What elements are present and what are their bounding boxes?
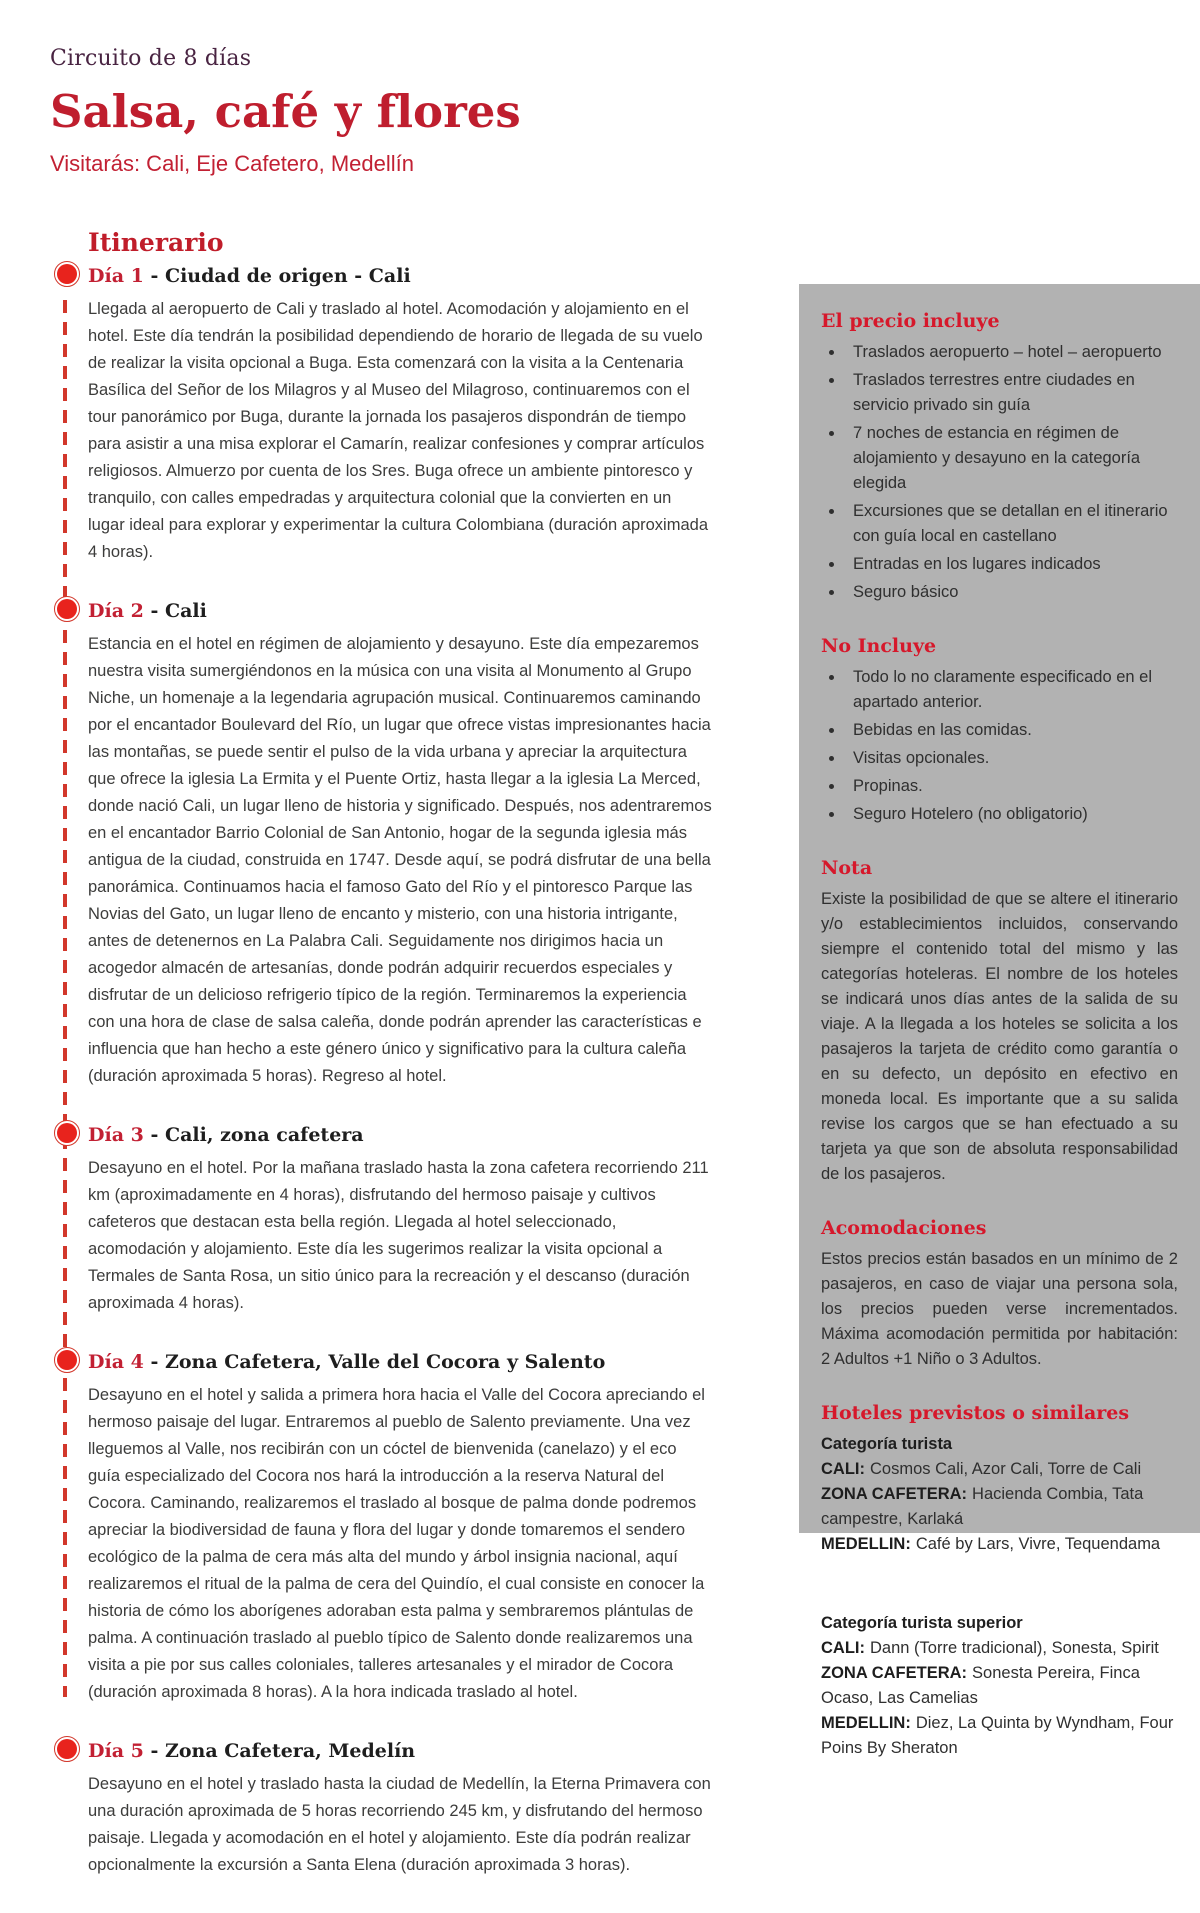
list-item: • Excursiones que se detallan en el itinerario con guía local en castellano xyxy=(845,499,1178,549)
day-5-section xyxy=(88,1740,712,1879)
timeline-dashed-line xyxy=(63,300,67,1697)
hotel-names: Sonesta Pereira, Finca Ocaso, Las Camelias xyxy=(821,1664,1140,1707)
day-marker-icon xyxy=(54,261,80,287)
hotel-names: Hacienda Combia, Tata campestre, Karlaká xyxy=(821,1485,1144,1528)
day-marker-dot-icon xyxy=(57,264,77,284)
list-item: • Visitas opcionales. xyxy=(845,746,1178,771)
page-subtitle: Visitarás: Cali, Eje Cafetero, Medellín xyxy=(50,150,414,176)
day-2-description: Estancia en el hotel en régimen de alojamiento y desayuno. Este día empezaremos nuestra visita sumergiéndonos en la música con una visita al Monumento al Grupo Niche, un homenaje a la legendaria agrupación musical. Continuaremos caminando por el encantador Boulevard del Río, un lugar que ofrece vistas impresionantes hacia las montañas, se puede sentir el pulso de la vida urbana y apreciar la arquitectura que ofrece la iglesia La Ermita y el Puente Ortiz, hasta llegar a la iglesia La Merced, donde nació Cali, un lugar lleno de historia y significado. Después, nos adentraremos en el encantador Barrio Colonial de San Antonio, hogar de la segunda iglesia más antigua de la ciudad, construida en 1747. Desde aquí, se podrá disfrutar de una bella panorámica. Continuamos hacia el famoso Gato del Río y el pintoresco Parque las Novias del Gato, un lugar lleno de encanto y misterio, con una historia intrigante, antes de detenernos en La Palabra Cali. Seguidamente nos dirigimos hacia un acogedor almacén de artesanías, donde podrán adquirir recuerdos especiales y disfrutar de un delicioso refrigerio típico de la región. Terminaremos la experiencia con una hora de clase de salsa caleña, donde podrán aprender las características e influencia que han hecho a este género único y significativo para la cultura caleña (duración aproximada 5 horas). Regreso al hotel. xyxy=(88,635,712,1085)
day-label: Día 1 xyxy=(88,265,144,287)
hotels-category-title: Categoría turista superior xyxy=(821,1614,1023,1632)
itinerary-column xyxy=(88,228,712,1913)
hotel-city-label: CALI: xyxy=(821,1639,865,1657)
hotels-section xyxy=(821,1402,1178,1761)
page-header xyxy=(0,0,1200,177)
hotel-row xyxy=(821,1457,1178,1482)
hotel-city-label: ZONA CAFETERA: xyxy=(821,1485,968,1503)
list-item: • Seguro básico xyxy=(845,580,1178,605)
list-item: • Entradas en los lugares indicados xyxy=(845,552,1178,577)
day-marker-dot-icon xyxy=(57,599,77,619)
day-title: - Cali, zona cafetera xyxy=(150,1124,364,1146)
hotel-row xyxy=(821,1711,1178,1761)
hotels-category-tourist xyxy=(821,1432,1178,1557)
day-5-description: Desayuno en el hotel y traslado hasta la ciudad de Medellín, la Eterna Primavera con una duración aproximada de 5 horas recorriendo 245 km, y disfrutando del hermoso paisaje. Llegada y acomodación en el hotel y alojamiento. Este día podrán realizar opcionalmente la excursión a Santa Elena (duración aproximada 3 horas). xyxy=(88,1775,711,1874)
hotel-names: Cosmos Cali, Azor Cali, Torre de Cali xyxy=(870,1460,1142,1478)
day-1-section xyxy=(88,265,712,566)
hotel-row xyxy=(821,1661,1178,1711)
itinerary-heading: Itinerario xyxy=(88,228,224,257)
day-marker-dot-icon xyxy=(57,1739,77,1759)
day-label: Día 3 xyxy=(88,1124,144,1146)
day-2-heading xyxy=(88,600,712,622)
hotel-city-label: CALI: xyxy=(821,1460,865,1478)
note-section xyxy=(821,857,1178,1187)
accommodations-heading: Acomodaciones xyxy=(821,1217,987,1239)
day-2-section xyxy=(88,600,712,1090)
day-marker-icon xyxy=(54,1736,80,1762)
accommodations-body: Estos precios están basados en un mínimo de 2 pasajeros, en caso de viajar una persona sola, los precios pueden verse incrementados. Máxima acomodación permitida por habitación: 2 Adultos +1 Niño o 3 Adultos. xyxy=(821,1250,1178,1368)
list-item: • 7 noches de estancia en régimen de alojamiento y desayuno en la categoría elegida xyxy=(845,421,1178,496)
day-label: Día 2 xyxy=(88,600,144,622)
note-body: Existe la posibilidad de que se altere el itinerario y/o establecimientos incluidos, conservando siempre el contenido total del mismo y las categorías hoteleras. El nombre de los hoteles se indicará unos días antes de la salida de su viaje. A la llegada a los hoteles se solicita a los pasajeros la tarjeta de crédito como garantía o en su defecto, un depósito en efectivo en moneda local. Es importante que a su salida revise los cargos que se han efectuado a su tarjeta ya que son de absoluta responsabilidad de los pasajeros. xyxy=(821,890,1178,1183)
day-4-section xyxy=(88,1351,712,1706)
day-title: - Zona Cafetera, Medelín xyxy=(150,1740,416,1762)
list-item: • Seguro Hotelero (no obligatorio) xyxy=(845,802,1178,827)
list-item: • Bebidas en las comidas. xyxy=(845,718,1178,743)
not-included-section xyxy=(821,635,1178,827)
list-item: • Todo lo no claramente especificado en el apartado anterior. xyxy=(845,665,1178,715)
info-sidebar xyxy=(799,284,1200,1757)
hotels-category-tourist-superior xyxy=(821,1611,1178,1761)
accommodations-section xyxy=(821,1217,1178,1372)
day-4-heading xyxy=(88,1351,712,1373)
price-includes-section xyxy=(821,310,1178,605)
trip-duration-kicker: Circuito de 8 días xyxy=(50,46,252,71)
hotel-names: Dann (Torre tradicional), Sonesta, Spirit xyxy=(870,1639,1159,1657)
list-item: • Propinas. xyxy=(845,774,1178,799)
not-included-list xyxy=(845,665,1178,827)
hotel-row xyxy=(821,1532,1178,1557)
day-marker-icon xyxy=(54,1347,80,1373)
not-included-heading: No Incluye xyxy=(821,635,937,657)
list-item: • Traslados aeropuerto – hotel – aeropuerto xyxy=(845,340,1178,365)
hotels-category-title: Categoría turista xyxy=(821,1435,953,1453)
day-marker-dot-icon xyxy=(57,1350,77,1370)
day-3-heading xyxy=(88,1124,712,1146)
day-label: Día 5 xyxy=(88,1740,144,1762)
day-3-description: Desayuno en el hotel. Por la mañana traslado hasta la zona cafetera recorriendo 211 km (aproximadamente en 4 horas), disfrutando del hermoso paisaje y cultivos cafeteros que destacan esta bella región. Llegada al hotel seleccionado, acomodación y alojamiento. Este día les sugerimos realizar la visita opcional a Termales de Santa Rosa, un sitio único para la recreación y el descanso (duración aproximada 4 horas). xyxy=(88,1159,709,1312)
hotel-city-label: ZONA CAFETERA: xyxy=(821,1664,968,1682)
day-marker-icon xyxy=(54,596,80,622)
hotels-heading: Hoteles previstos o similares xyxy=(821,1402,1130,1424)
day-label: Día 4 xyxy=(88,1351,144,1373)
day-1-heading xyxy=(88,265,712,287)
list-item: • Traslados terrestres entre ciudades en servicio privado sin guía xyxy=(845,368,1178,418)
hotel-city-label: MEDELLIN: xyxy=(821,1535,911,1553)
page-title: Salsa, café y flores xyxy=(50,85,521,138)
price-includes-heading: El precio incluye xyxy=(821,310,1000,332)
day-title: - Zona Cafetera, Valle del Cocora y Salento xyxy=(150,1351,606,1373)
hotel-row xyxy=(821,1636,1178,1661)
day-1-description: Llegada al aeropuerto de Cali y traslado al hotel. Acomodación y alojamiento en el hotel. Este día tendrán la posibilidad dependiendo de horario de llegada de su vuelo de realizar la visita opcional a Buga. Esta comenzará con la visita a la Centenaria Basílica del Señor de los Milagros y al Museo del Milagroso, continuaremos con el tour panorámico por Buga, durante la jornada los pasajeros dispondrán de tiempo para asistir a una misa explorar el Camarín, realizar confesiones y comprar artículos religiosos. Almuerzo por cuenta de los Sres. Buga ofrece un ambiente pintoresco y tranquilo, con calles empedradas y arquitectura colonial que la convierten en un lugar ideal para explorar y experimentar la cultura Colombiana (duración aproximada 4 horas). xyxy=(88,300,708,561)
price-includes-list xyxy=(845,340,1178,605)
day-title: - Cali xyxy=(150,600,207,622)
day-4-description: Desayuno en el hotel y salida a primera hora hacia el Valle del Cocora apreciando el hermoso paisaje del lugar. Entraremos al pueblo de Salento previamente. Una vez lleguemos al Valle, nos recibirán con un cóctel de bienvenida (canelazo) y el eco guía especializado del Cocora nos hará la introducción a la reserva Natural del Cocora. Caminando, realizaremos el traslado al bosque de palma donde podremos apreciar la biodiversidad de fauna y flora del lugar y donde tomaremos el sendero ecológico de la palma de cera más alta del mundo y árbol insignia nacional, aquí realizaremos el ritual de la palma de cera del Quindío, el cual consiste en conocer la historia de cómo los aborígenes adoraban esta palma y sembraremos plántulas de palma. A continuación traslado al pueblo típico de Salento donde realizaremos una visita a pie por sus calles coloniales, talleres artesanales y el mirador de Cocora (duración aproximada 8 horas). A la hora indicada traslado al hotel. xyxy=(88,1386,705,1701)
hotel-city-label: MEDELLIN: xyxy=(821,1714,911,1732)
day-5-heading xyxy=(88,1740,712,1762)
hotel-names: Café by Lars, Vivre, Tequendama xyxy=(915,1535,1161,1553)
day-3-section xyxy=(88,1124,712,1317)
day-marker-dot-icon xyxy=(57,1123,77,1143)
hotel-names: Diez, La Quinta by Wyndham, Four Poins By Sheraton xyxy=(821,1714,1174,1757)
hotel-row xyxy=(821,1482,1178,1532)
day-marker-icon xyxy=(54,1120,80,1146)
day-title: - Ciudad de origen - Cali xyxy=(150,265,411,287)
note-heading: Nota xyxy=(821,857,873,879)
